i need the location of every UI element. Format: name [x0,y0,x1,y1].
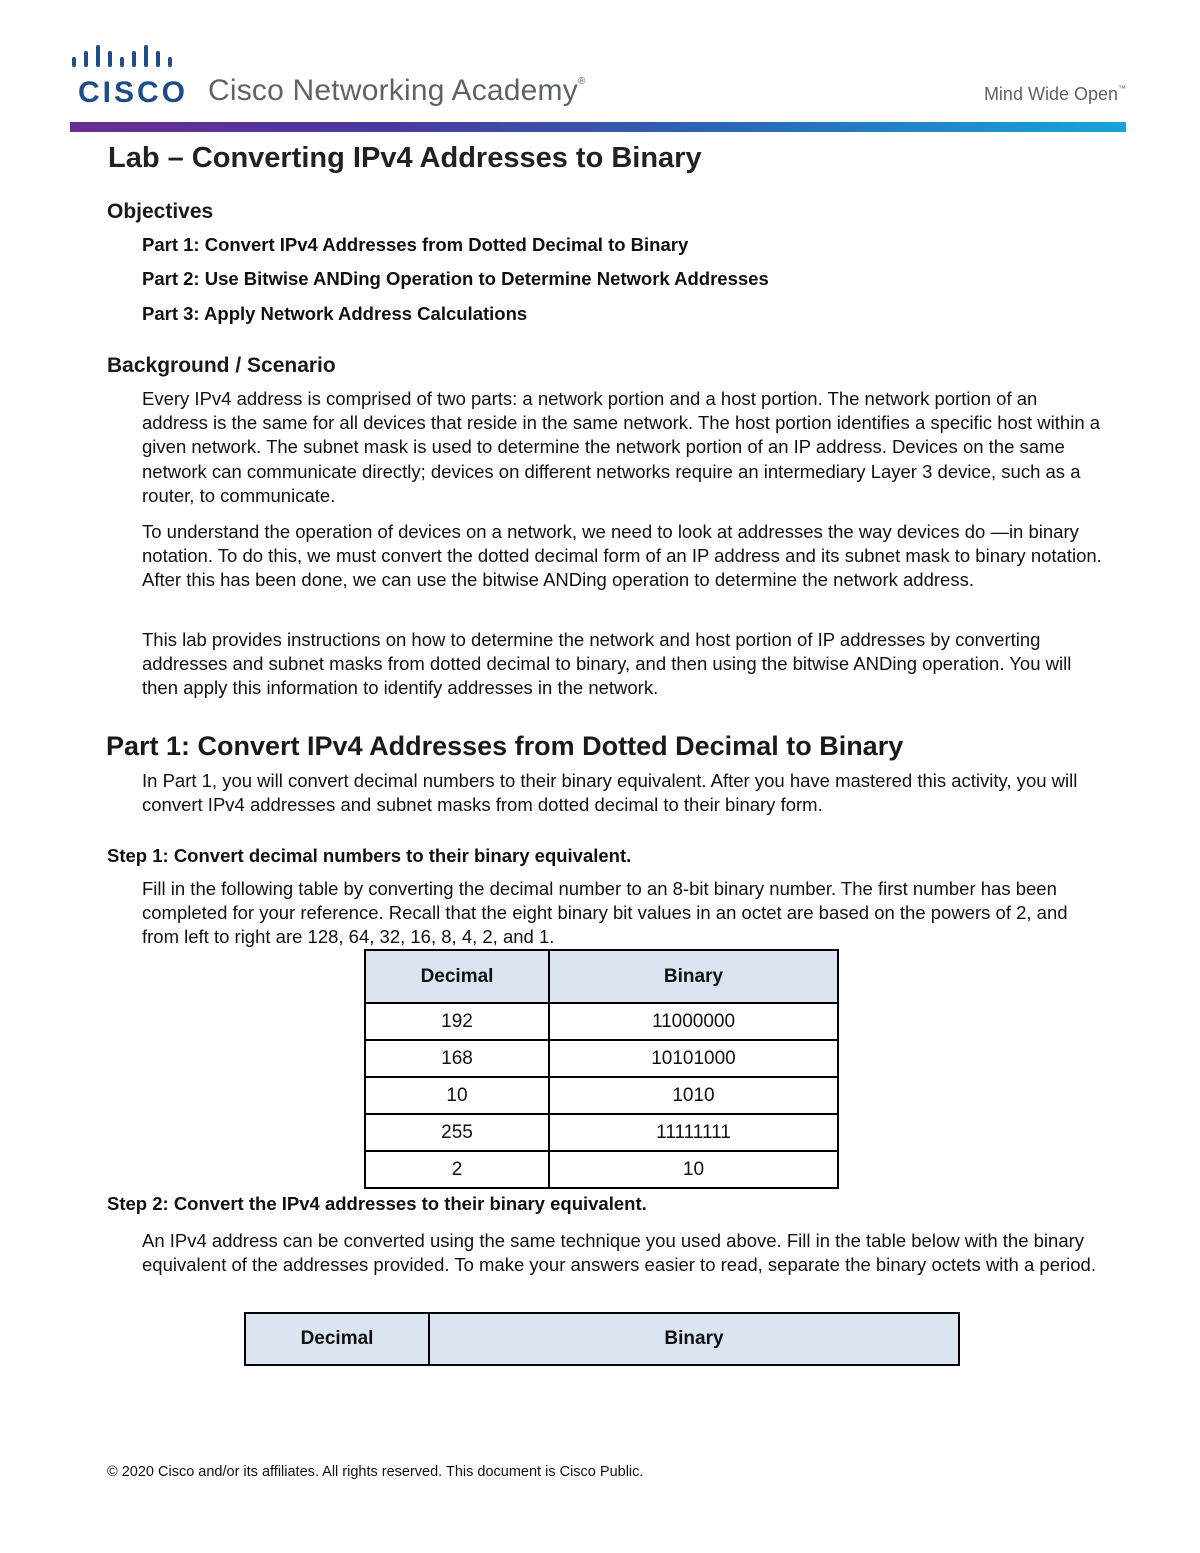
objective-item: Part 1: Convert IPv4 Addresses from Dotted Decimal to Binary [142,234,689,255]
decimal-cell: 2 [365,1151,549,1188]
binary-cell[interactable]: 11000000 [549,1003,838,1040]
page-title: Lab – Converting IPv4 Addresses to Binary [108,142,702,174]
step1-text: Fill in the following table by converting the decimal number to an 8-bit binary number. The first number has been completed for your reference. Recall that the eight binary bit values in an octet are based on the powers of 2, and from left to right are 128, 64, 32, 16, 8, 4, 2, and 1. [142,878,1068,948]
decimal-cell: 255 [365,1114,549,1151]
ipv4-binary-table [244,1312,960,1366]
table-row [365,1040,838,1077]
part1-heading: Part 1: Convert IPv4 Addresses from Dotted Decimal to Binary [106,731,904,761]
table-row [365,1003,838,1040]
column-header-binary: Binary [549,950,838,1003]
table-header-row [365,950,838,1003]
academy-name [208,74,586,108]
decimal-cell: 168 [365,1040,549,1077]
decimal-binary-table [364,949,839,1189]
tagline [984,84,1126,105]
column-header-decimal: Decimal [245,1313,429,1365]
binary-cell[interactable]: 10 [549,1151,838,1188]
objective-item: Part 2: Use Bitwise ANDing Operation to Determine Network Addresses [142,268,769,289]
page-header [70,40,1126,135]
column-header-decimal: Decimal [365,950,549,1003]
table-row [365,1151,838,1188]
table-row [365,1077,838,1114]
decimal-cell: 10 [365,1077,549,1114]
step2-heading: Step 2: Convert the IPv4 addresses to their binary equivalent. [107,1193,647,1214]
part1-intro: In Part 1, you will convert decimal numbers to their binary equivalent. After you have mastered this activity, you will convert IPv4 addresses and subnet masks from dotted decimal to their binary form. [142,770,1078,816]
binary-cell[interactable]: 11111111 [549,1114,838,1151]
decimal-cell: 192 [365,1003,549,1040]
background-paragraph: This lab provides instructions on how to determine the network and host portion of IP addresses by converting addresses and subnet masks from dotted decimal to binary, and then using the bitwise ANDing operation. You will then apply this information to identify addresses in the network. [142,629,1072,699]
binary-cell[interactable]: 1010 [549,1077,838,1114]
header-gradient-bar [70,122,1126,132]
academy-text: Cisco Networking Academy [208,74,578,107]
trademark-mark: ™ [1118,84,1126,93]
step1-heading: Step 1: Convert decimal numbers to their binary equivalent. [107,845,632,866]
step2-text: An IPv4 address can be converted using the same technique you used above. Fill in the table below with the binary equivalent of the addresses provided. To make your answers easier to read, separate the binary octets with a period. [142,1230,1096,1276]
tagline-text: Mind Wide Open [983,84,1118,104]
table-row [365,1114,838,1151]
cisco-wordmark: CISCO [78,76,189,109]
background-heading: Background / Scenario [107,354,336,377]
binary-cell[interactable]: 10101000 [549,1040,838,1077]
footer-copyright: © 2020 Cisco and/or its affiliates. All rights reserved. This document is Cisco Public. [107,1464,644,1480]
cisco-bridge-icon [70,40,180,74]
background-paragraph: To understand the operation of devices on a network, we need to look at addresses the way devices do —in binary notation. To do this, we must convert the dotted decimal form of an IP address and its subnet mask to binary notation. After this has been done, we can use the bitwise ANDing operation to determine the network address. [142,521,1102,591]
objective-item: Part 3: Apply Network Address Calculations [142,303,528,324]
registered-mark: ® [577,76,586,87]
objectives-heading: Objectives [107,200,214,223]
cisco-logo [70,40,189,109]
column-header-binary: Binary [429,1313,959,1365]
table-header-row [245,1313,959,1365]
background-paragraph: Every IPv4 address is comprised of two parts: a network portion and a host portion. The network portion of an address is the same for all devices that reside in the same network. The host portion identifies a specific host within a given network. The subnet mask is used to determine the network portion of an IP address. Devices on the same network can communicate directly; devices on different networks require an intermediary Layer 3 device, such as a router, to communicate. [142,388,1101,506]
